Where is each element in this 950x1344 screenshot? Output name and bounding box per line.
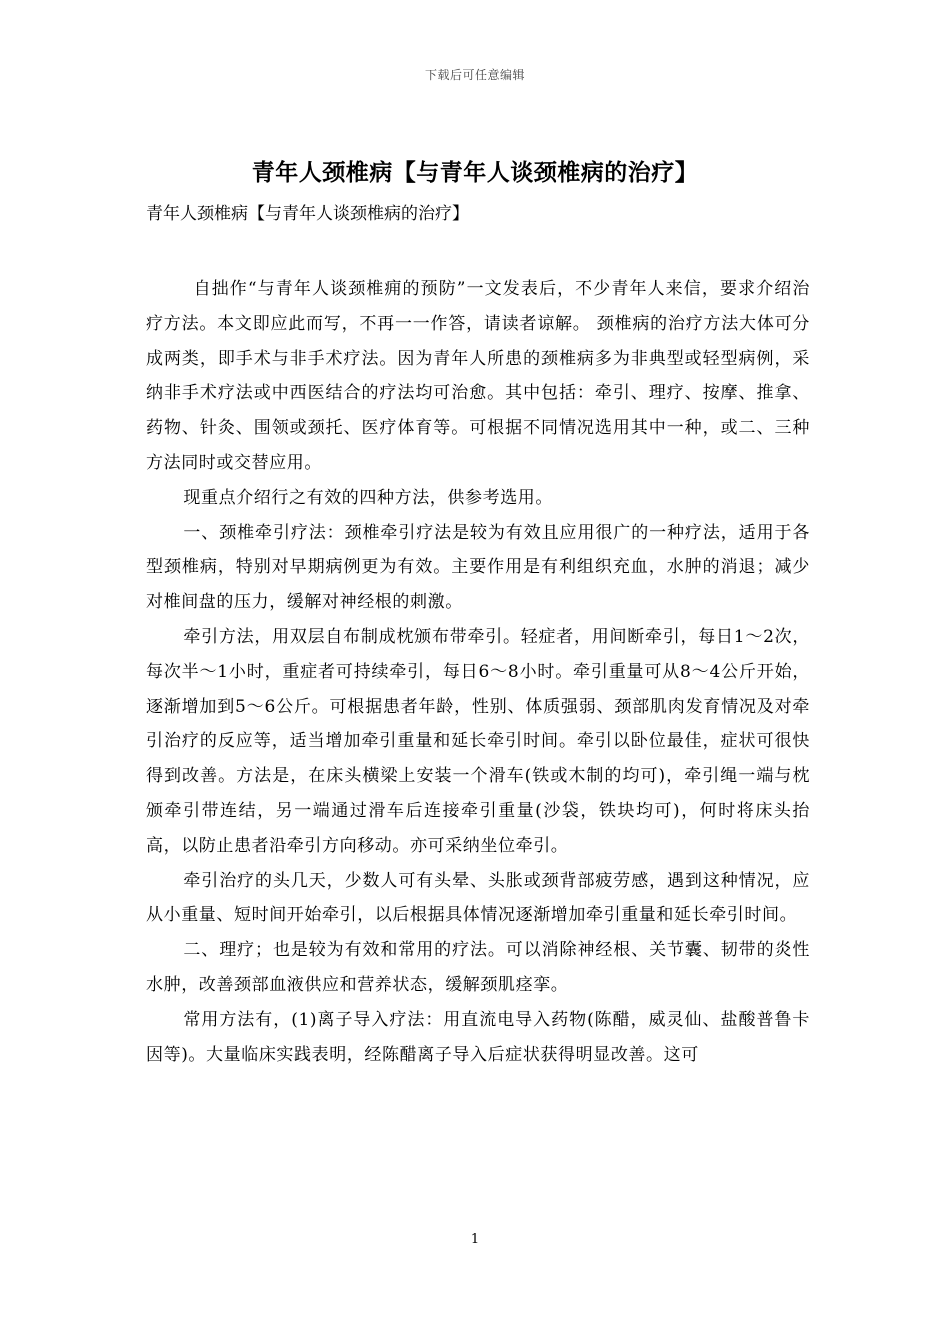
paragraph-common-methods: 常用方法有，(1)离子导入疗法：用直流电导入药物(陈醋，威灵仙、盐酸普鲁卡因等)。大量临床实践表明，经陈醋离子导入后症状获得明显改善。这可 [146,1009,810,1065]
page-number: 1 [470,1232,480,1247]
document-body [146,272,810,1072]
paragraph-intro: 自拙作“与青年人谈颈椎痈的预防”一文发表后，不少青年人来信，要求介绍治疗方法。本文即应此而写，不再一一作答，请读者谅解。 颈椎病的治疗方法大体可分成两类，即手术与非手术疗法。因为青年人所患的颈椎病多为非典型或轻型病例，采纳非手术疗法或中西医结合的疗法均可治愈。其中包括：牵引、理疗、按摩、推拿、药物、针灸、围领或颈托、医疗体育等。可根据不同情况选用其中一种，或二、三种方法同时或交替应用。 [146,279,810,473]
paragraph-physiotherapy: 二、理疗；也是较为有效和常用的疗法。可以消除神经根、关节囊、韧带的炎性水肿，改善颈部血液供应和营养状态，缓解颈肌痉挛。 [146,940,810,995]
header-note: 下载后可任意编辑 [424,68,525,82]
paragraph-overview: 现重点介绍行之有效的四种方法，供参考选用。 [183,487,553,508]
document-title: 青年人颈椎病【与青年人谈颈椎病的治疗】 [251,159,699,186]
paragraph-traction-notes: 牵引治疗的头几天，少数人可有头晕、头胀或颈背部疲劳感，遇到这种情况，应从小重量、短时间开始牵引，以后根据具体情况逐渐增加牵引重量和延长牵引时间。 [146,870,810,926]
paragraph-traction-method: 牵引方法，用双层自布制成枕颁布带牵引。轻症者，用间断牵引，每日1～2次，每次半～1小时，重症者可持续牵引，每日6～8小时。牵引重量可从8～4公斤开始，逐渐增加到5～6公斤。可根据患者年龄，性别、体质强弱、颈部肌肉发育情况及对牵引治疗的反应等，适当增加牵引重量和延长牵引时间。牵引以卧位最佳，症状可很快得到改善。方法是，在床头横梁上安装一个滑车(铁或木制的均可)，牵引绳一端与枕颁牵引带连结，另一端通过滑车后连接牵引重量(沙袋，铁块均可)，何时将床头抬高，以防止患者沿牵引方向移动。亦可采纳坐位牵引。 [146,626,810,856]
paragraph-traction-intro: 一、颈椎牵引疗法：颈椎牵引疗法是较为有效且应用很广的一种疗法，适用于各型颈椎病，特别对早期病例更为有效。主要作用是有利组织充血，水肿的消退；减少对椎间盘的压力，缓解对神经根的刺激。 [146,522,810,613]
document-subtitle: 青年人颈椎病【与青年人谈颈椎病的治疗】 [146,204,469,224]
